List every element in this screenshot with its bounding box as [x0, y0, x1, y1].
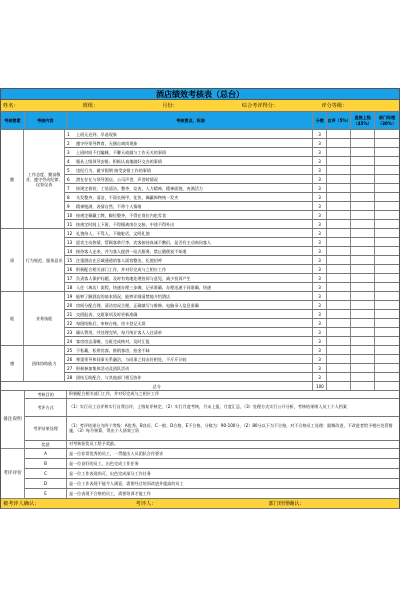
- table-row: [65, 157, 399, 166]
- table-row: [65, 364, 399, 373]
- item-desc: 房间分配合理，清洁房况合理，正确填写与维修，电脑录入信息准确: [76, 302, 199, 308]
- grade-letter: B: [25, 459, 67, 468]
- item-score: 3: [313, 337, 327, 345]
- header-factor: 考核要素: [1, 112, 25, 129]
- info-bar: [0, 100, 400, 112]
- item-score: 3: [313, 364, 327, 372]
- item-score: 3: [313, 301, 327, 309]
- item-desc: 违纪行为，做节假期 接受安排工作的事情: [76, 167, 151, 173]
- supervisor-score-input[interactable]: [351, 301, 375, 309]
- self-score-input[interactable]: [327, 202, 351, 210]
- self-score-input[interactable]: [327, 319, 351, 327]
- notes-label: 备注说明: [1, 391, 25, 449]
- table-row: [65, 175, 399, 184]
- criteria-cell: [65, 238, 313, 246]
- item-score: 3: [313, 346, 327, 354]
- note-row: [25, 441, 399, 449]
- category-content: 业务技能: [24, 292, 65, 346]
- category-group: [1, 229, 399, 292]
- manager-score-input[interactable]: [375, 373, 399, 381]
- item-desc: 不私藏，私带宾客，推销客房，拾金不昧: [76, 347, 150, 353]
- item-score: 3: [313, 292, 327, 300]
- table-row: [65, 193, 399, 202]
- item-score: 3: [313, 238, 327, 246]
- category-factor: 绩: [1, 229, 24, 292]
- supervisor-score-input[interactable]: [351, 229, 375, 237]
- criteria-cell: [65, 301, 313, 309]
- item-score: 3: [313, 373, 327, 381]
- table-row: [65, 328, 399, 337]
- self-score-input[interactable]: [327, 337, 351, 345]
- evaluation-sheet: [0, 88, 400, 509]
- criteria-cell: [65, 274, 313, 282]
- table-row: [65, 274, 399, 283]
- manager-score-input[interactable]: [375, 139, 399, 147]
- total-label: 总分: [1, 382, 313, 390]
- header-score: 分数: [313, 112, 327, 129]
- category-group: [1, 346, 399, 382]
- item-score: 3: [313, 148, 327, 156]
- grade-text: 是一位工作表现尚可，出色完成部分工作任务: [69, 471, 151, 476]
- grade-row: [25, 469, 399, 479]
- total-row: [0, 382, 400, 391]
- grade-letter: C: [25, 469, 67, 478]
- grade-row: [25, 459, 399, 469]
- table-row: [65, 238, 399, 247]
- item-score: 3: [313, 184, 327, 192]
- item-desc: 积极配合相关部门工作，并对好完成与之相应工作: [76, 266, 167, 272]
- self-score-input[interactable]: [327, 373, 351, 381]
- total-manager[interactable]: [375, 382, 399, 390]
- item-number: 24: [67, 338, 73, 344]
- grades-label: 考评评价: [1, 449, 25, 499]
- item-score: 3: [313, 355, 327, 363]
- header-self: 自评（5%）: [327, 112, 351, 129]
- manager-score-input[interactable]: [375, 220, 399, 228]
- self-score-input[interactable]: [327, 229, 351, 237]
- criteria-cell: [65, 265, 313, 273]
- grade-text: 是一位非常优秀的员工，一贯超出人员团队合作要求: [69, 451, 164, 456]
- supervisor-score-input[interactable]: [351, 166, 375, 174]
- table-row: [65, 346, 399, 355]
- grade-text: 是一位良好的员工，出色完成工作任务: [69, 461, 139, 466]
- supervisor-score-input[interactable]: [351, 274, 375, 282]
- self-score-input[interactable]: [327, 175, 351, 183]
- criteria-cell: [65, 292, 313, 300]
- self-score-input[interactable]: [327, 364, 351, 372]
- item-desc: 上班无迟到、早退现象: [76, 131, 117, 137]
- item-number: 16: [67, 266, 73, 272]
- item-number: 22: [67, 320, 73, 326]
- criteria-cell: [65, 364, 313, 372]
- criteria-cell: [65, 310, 313, 318]
- table-row: [65, 319, 399, 328]
- item-number: 1: [67, 131, 70, 137]
- note-label: 考评方式: [25, 399, 67, 416]
- header-criteria: 考核要点、标准: [67, 112, 314, 129]
- self-score-input[interactable]: [327, 292, 351, 300]
- item-number: 21: [67, 311, 73, 317]
- grade-letter: A: [25, 449, 67, 458]
- table-row: [65, 355, 399, 364]
- item-number: 4: [67, 158, 70, 164]
- item-number: 8: [67, 194, 70, 200]
- item-score: 3: [313, 166, 327, 174]
- self-score-input[interactable]: [327, 355, 351, 363]
- item-desc: 迎宾主动热情，帮顾客拿行李，宾客接待真诚不敷衍，是否有主动询问客人: [76, 239, 212, 245]
- header-manager: 部门经理（30%）: [378, 115, 397, 126]
- manager-score-input[interactable]: [375, 328, 399, 336]
- self-score-input[interactable]: [327, 130, 351, 138]
- self-score-input[interactable]: [327, 157, 351, 165]
- self-score-input[interactable]: [327, 310, 351, 318]
- supervisor-score-input[interactable]: [351, 283, 375, 291]
- item-number: 10: [67, 212, 73, 218]
- self-score-input[interactable]: [327, 283, 351, 291]
- item-number: 26: [67, 356, 73, 362]
- item-number: 5: [67, 167, 70, 173]
- item-score: 3: [313, 202, 327, 210]
- category-group: [1, 292, 399, 346]
- self-score-input[interactable]: [327, 139, 351, 147]
- examinee-sign[interactable]: 被考评人确认：: [3, 501, 40, 507]
- table-row: [65, 148, 399, 157]
- manager-score-input[interactable]: [375, 247, 399, 255]
- grade-text: 是一位表现不合格的员工，需要培训才能工作: [69, 491, 151, 496]
- manager-score-input[interactable]: [375, 202, 399, 210]
- item-number: 20: [67, 302, 73, 308]
- item-number: 3: [67, 149, 70, 155]
- table-header: [0, 112, 400, 130]
- manager-score-input[interactable]: [375, 355, 399, 363]
- item-number: 12: [67, 230, 73, 236]
- manager-score-input[interactable]: [375, 301, 399, 309]
- category-group: [1, 130, 399, 229]
- manager-score-input[interactable]: [375, 283, 399, 291]
- item-score: 3: [313, 265, 327, 273]
- table-row: [65, 373, 399, 382]
- table-row: [65, 166, 399, 175]
- sheet-title: 酒店绩效考核表（总台）: [0, 88, 400, 100]
- note-label: 奖惩: [25, 441, 67, 448]
- manager-score-input[interactable]: [375, 148, 399, 156]
- item-number: 17: [67, 275, 73, 281]
- note-text: （1）考评结果分为四个等级：A优秀、B良好、C一般、D合格，E不合格。分数为：90-100分、（2）80分以下为不合格，对不合格员工处理：限期改进，不改进者给予相应处罚措施，（3）每月核算，得出个人绩效工资: [69, 422, 393, 433]
- criteria-cell: [65, 355, 313, 363]
- criteria-cell: [65, 283, 313, 291]
- table-row: [65, 301, 399, 310]
- self-score-input[interactable]: [327, 238, 351, 246]
- manager-score-input[interactable]: [375, 346, 399, 354]
- self-score-input[interactable]: [327, 166, 351, 174]
- table-row: [65, 229, 399, 238]
- table-row: [65, 337, 399, 346]
- item-desc: 按规定时间上下班，不得擅离岗位交接，中途不得外出: [76, 221, 175, 227]
- total-value: 100: [313, 382, 327, 390]
- supervisor-score-input[interactable]: [351, 175, 375, 183]
- item-desc: 团结互助配合，与其他部门相互协作: [76, 374, 142, 380]
- supervisor-score-input[interactable]: [351, 355, 375, 363]
- item-number: 27: [67, 365, 73, 371]
- item-desc: 头发整齐，清洁，不留长指甲，化妆，佩戴饰物统一发夹: [76, 194, 179, 200]
- grade-letter: E: [25, 489, 67, 498]
- self-score-input[interactable]: [327, 148, 351, 156]
- criteria-cell: [65, 229, 313, 237]
- header-content: 考核内容: [25, 112, 67, 129]
- item-number: 2: [67, 140, 70, 146]
- item-score: 3: [313, 130, 327, 138]
- supervisor-score-input[interactable]: [351, 139, 375, 147]
- manager-score-input[interactable]: [375, 310, 399, 318]
- total-self[interactable]: [327, 382, 351, 390]
- item-score: 3: [313, 220, 327, 228]
- criteria-cell: [65, 130, 313, 138]
- supervisor-score-input[interactable]: [351, 202, 375, 210]
- self-score-input[interactable]: [327, 346, 351, 354]
- manager-score-input[interactable]: [375, 193, 399, 201]
- item-score: 3: [313, 229, 327, 237]
- note-row: [25, 391, 399, 399]
- item-desc: 入住（离店）流程，快速办理三步骤，记录准确，办理迅速于同准确，快速: [76, 284, 212, 290]
- manager-score-input[interactable]: [375, 130, 399, 138]
- item-desc: 遵守经领导教育，无擅自离岗现象: [76, 140, 138, 146]
- self-score-input[interactable]: [327, 256, 351, 264]
- grade-letter: D: [25, 479, 67, 488]
- grade-row: [25, 479, 399, 489]
- item-number: 6: [67, 176, 70, 182]
- item-number: 11: [67, 221, 73, 227]
- category-factor: 德: [1, 346, 24, 382]
- manager-score-input[interactable]: [375, 292, 399, 300]
- manager-sign[interactable]: 部门经理确认：: [268, 501, 305, 507]
- manager-score-input[interactable]: [375, 319, 399, 327]
- examiner-sign[interactable]: 考评人：: [135, 501, 157, 507]
- supervisor-score-input[interactable]: [351, 148, 375, 156]
- manager-score-input[interactable]: [375, 265, 399, 273]
- criteria-cell: [65, 202, 313, 210]
- supervisor-score-input[interactable]: [351, 256, 375, 264]
- manager-score-input[interactable]: [375, 166, 399, 174]
- item-score: 3: [313, 283, 327, 291]
- grade-row: [25, 449, 399, 459]
- item-desc: 每班结账后，审核台账，房卡登记无误: [76, 320, 146, 326]
- grade-field[interactable]: 评分等级：: [321, 103, 348, 109]
- supervisor-score-input[interactable]: [351, 265, 375, 273]
- item-number: 9: [67, 203, 70, 209]
- criteria-cell: [65, 184, 313, 192]
- header-supervisor: 直接上级（45%）: [351, 112, 375, 129]
- note-text: （1）实行员工自评和实行自我自评，上级复评核定，（2）实行月度考核，月未上报，月度汇总，（3）处理方式实行公开分析，考核结果纳入员工个人档案: [69, 404, 347, 410]
- supervisor-score-input[interactable]: [351, 193, 375, 201]
- item-number: 28: [67, 374, 73, 380]
- item-desc: 上班时间不打瞌睡，不聊天或做与工作无关的事情: [76, 149, 167, 155]
- criteria-cell: [65, 373, 313, 381]
- supervisor-score-input[interactable]: [351, 310, 375, 318]
- notes-section: [0, 391, 400, 449]
- item-score: 3: [313, 247, 327, 255]
- criteria-cell: [65, 211, 313, 219]
- supervisor-score-input[interactable]: [351, 337, 375, 345]
- item-score: 3: [313, 175, 327, 183]
- item-score: 3: [313, 193, 327, 201]
- manager-score-input[interactable]: [375, 229, 399, 237]
- item-desc: 潜在存在与领导酒店，公司声誉，声誉时情况: [76, 176, 158, 182]
- item-number: 7: [67, 185, 70, 191]
- supervisor-score-input[interactable]: [351, 364, 375, 372]
- criteria-cell: [65, 139, 313, 147]
- manager-score-input[interactable]: [375, 184, 399, 192]
- item-number: 18: [67, 284, 73, 290]
- self-score-input[interactable]: [327, 193, 351, 201]
- item-desc: 确认费用，并处理完毕，每月统计客人入住清单: [76, 329, 162, 335]
- item-desc: 按规定佩戴工牌，脚位整齐，不得在岗位内吃零食: [76, 212, 167, 218]
- self-score-input[interactable]: [327, 211, 351, 219]
- item-number: 19: [67, 293, 73, 299]
- item-score: 3: [313, 139, 327, 147]
- table-row: [65, 184, 399, 193]
- criteria-cell: [65, 157, 313, 165]
- supervisor-score-input[interactable]: [351, 130, 375, 138]
- category-factor: 能: [1, 292, 24, 346]
- manager-score-input[interactable]: [375, 175, 399, 183]
- note-row: [25, 399, 399, 417]
- month-field[interactable]: 月份：: [162, 103, 178, 109]
- item-number: 13: [67, 239, 73, 245]
- criteria-cell: [65, 193, 313, 201]
- self-score-input[interactable]: [327, 328, 351, 336]
- criteria-cell: [65, 256, 313, 264]
- item-desc: 服从上级领导安排，积极认真地做好交办的事情: [76, 158, 162, 164]
- self-score-input[interactable]: [327, 220, 351, 228]
- item-score: 3: [313, 274, 327, 282]
- item-desc: 交班报表、交班事项及时更新准确: [76, 311, 138, 317]
- item-desc: 能够了解酒店的基本情况，能够详细清楚地介绍酒店: [76, 293, 171, 299]
- table-row: [65, 247, 399, 256]
- grade-row: [25, 489, 399, 499]
- category-content: 工作态度、勤奋敬业、遵守劳动纪律、仪容仪表: [24, 130, 65, 229]
- table-row: [65, 139, 399, 148]
- supervisor-score-input[interactable]: [351, 346, 375, 354]
- criteria-cell: [65, 328, 313, 336]
- manager-score-input[interactable]: [375, 157, 399, 165]
- table-row: [65, 283, 399, 292]
- table-body: [0, 130, 400, 382]
- item-score: 3: [313, 328, 327, 336]
- item-score: 3: [313, 310, 327, 318]
- item-desc: 按规定着装，工装清洁，整齐，仪表，人力精神，精神面貌，充满活力: [76, 185, 203, 191]
- note-label: 考评结果处理: [25, 417, 67, 440]
- item-desc: 注重酒店在区域通道的客人面容整洁，礼貌招呼: [76, 257, 162, 263]
- item-score: 3: [313, 319, 327, 327]
- criteria-cell: [65, 175, 313, 183]
- table-row: [65, 265, 399, 274]
- item-number: 25: [67, 347, 73, 353]
- supervisor-score-input[interactable]: [351, 292, 375, 300]
- supervisor-score-input[interactable]: [351, 211, 375, 219]
- table-row: [65, 220, 399, 229]
- note-label: 考核目的: [25, 391, 67, 398]
- manager-score-input[interactable]: [375, 274, 399, 282]
- table-row: [65, 202, 399, 211]
- criteria-cell: [65, 247, 313, 255]
- category-content: 团体协助能力: [24, 346, 65, 382]
- supervisor-score-input[interactable]: [351, 247, 375, 255]
- signature-bar: [0, 499, 400, 509]
- manager-score-input[interactable]: [375, 238, 399, 246]
- manager-score-input[interactable]: [375, 211, 399, 219]
- self-score-input[interactable]: [327, 247, 351, 255]
- criteria-cell: [65, 220, 313, 228]
- table-row: [65, 211, 399, 220]
- item-score: 3: [313, 157, 327, 165]
- supervisor-score-input[interactable]: [351, 373, 375, 381]
- note-text: 积极配合相关部门工作，并对好完成与之相应工作: [69, 391, 160, 397]
- criteria-cell: [65, 148, 313, 156]
- item-number: 23: [67, 329, 73, 335]
- item-desc: 积极参加集体活动及团队活动: [76, 365, 130, 371]
- supervisor-score-input[interactable]: [351, 220, 375, 228]
- table-row: [65, 130, 399, 139]
- total-supervisor[interactable]: [351, 382, 375, 390]
- item-desc: 接待客人走来，并为客人提供一站式服务，禁止随便说不知道: [76, 248, 187, 254]
- category-factor: 勤: [1, 130, 24, 229]
- self-score-input[interactable]: [327, 274, 351, 282]
- item-desc: 客房房态清晰，当班完成核对，及时汇报: [76, 338, 150, 344]
- shift-field[interactable]: 班组：: [82, 103, 99, 109]
- self-score-input[interactable]: [327, 265, 351, 273]
- supervisor-score-input[interactable]: [351, 157, 375, 165]
- table-row: [65, 310, 399, 319]
- self-score-input[interactable]: [327, 184, 351, 192]
- criteria-cell: [65, 319, 313, 327]
- criteria-cell: [65, 166, 313, 174]
- grades-section: [0, 449, 400, 499]
- supervisor-score-input[interactable]: [351, 238, 375, 246]
- table-row: [65, 256, 399, 265]
- item-desc: 尊重领导和同事关系融洽，与同事之间友好相处，不斤斤计较: [76, 356, 187, 362]
- supervisor-score-input[interactable]: [351, 184, 375, 192]
- note-text: 对考核获奖员工给予奖励。: [69, 441, 119, 447]
- manager-score-input[interactable]: [375, 337, 399, 345]
- grade-text: 是一位工作表现不能令人满意，需要经过培训改进并提高的员工: [69, 481, 184, 486]
- name-field[interactable]: 姓名：: [3, 103, 19, 109]
- item-desc: 精神饱满，表情自然，不带个人情绪: [76, 203, 142, 209]
- manager-score-input[interactable]: [375, 256, 399, 264]
- item-score: 3: [313, 211, 327, 219]
- item-desc: 负责客人保护问题，及时有效地处理投诉与意见，减少投诉产生: [76, 275, 191, 281]
- self-score-input[interactable]: [327, 301, 351, 309]
- score-field[interactable]: 综合考评得分：: [241, 103, 279, 109]
- supervisor-score-input[interactable]: [351, 319, 375, 327]
- manager-score-input[interactable]: [375, 364, 399, 372]
- criteria-cell: [65, 346, 313, 354]
- table-row: [65, 292, 399, 301]
- item-number: 14: [67, 248, 73, 254]
- item-number: 15: [67, 257, 73, 263]
- item-desc: 礼貌待人，不骂人，不做脏话，文明礼貌: [76, 230, 150, 236]
- category-content: 行为规范、服务意识: [24, 229, 65, 292]
- criteria-cell: [65, 337, 313, 345]
- note-row: [25, 417, 399, 441]
- item-score: 3: [313, 256, 327, 264]
- supervisor-score-input[interactable]: [351, 328, 375, 336]
